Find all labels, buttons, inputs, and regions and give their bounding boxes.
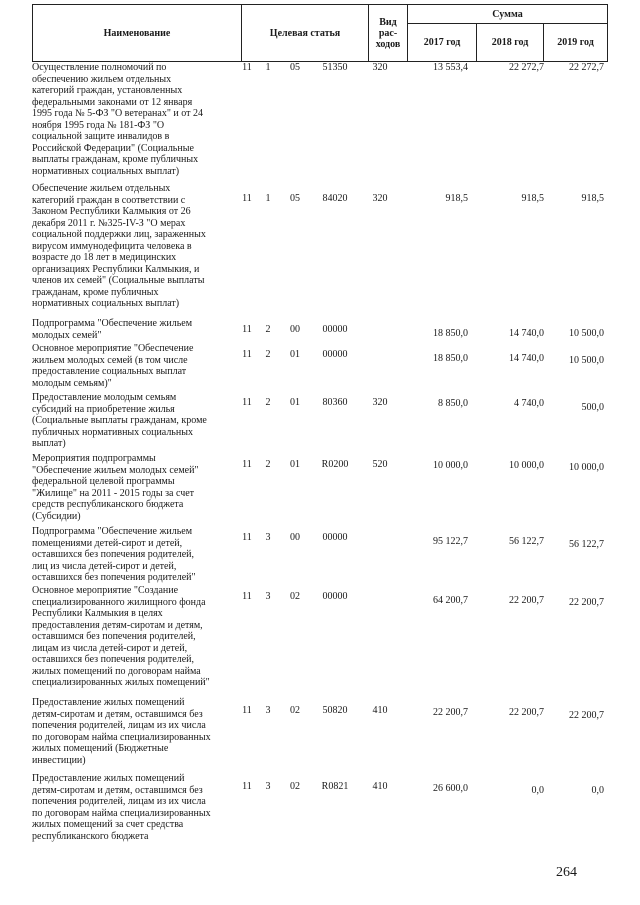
header-sum: Сумма	[407, 4, 608, 24]
row-ns: 00000	[322, 349, 348, 360]
row-pp: 1	[265, 62, 271, 73]
row-sum-2018: 918,5	[521, 193, 544, 204]
row-sum-2017: 13 553,4	[433, 62, 468, 73]
row-sum-2018: 22 200,7	[509, 707, 544, 718]
row-ns: R0200	[321, 459, 349, 470]
row-gp: 11	[242, 591, 252, 602]
row-name: Осуществление полномочий по обеспечению жильем отдельных категорий граждан, установленных федеральными законами от 12 января 1995 года № 5-ФЗ "О ветеранах" и от 24 ноября 1995 года № 181-ФЗ "О социальной защите инвалидов в Российской Федерации" (Социальные выплаты гражданам, кроме публичных нормативных социальных выплат)	[32, 62, 203, 177]
row-gp: 11	[242, 781, 252, 792]
row-gp: 11	[242, 705, 252, 716]
header-target-article: Целевая статья	[241, 4, 369, 62]
row-name: Обеспечение жильем отдельных категорий граждан в соответствии с Законом Республики Калмыкия от 26 декабря 2011 г. №325-IV-З "О мерах социальной поддержки лиц, зараженных вирусом иммунодефицита человека в возрасте до 18 лет в медицинских организациях Республики Калмыкия, и членов их семей" (Социальные выплаты гражданам, кроме публичных нормативных социальных выплат)	[32, 183, 206, 309]
row-ns: 80360	[322, 397, 348, 408]
row-sum-2018: 56 122,7	[509, 536, 544, 547]
row-ns: 00000	[322, 324, 348, 335]
row-ns: R0821	[321, 781, 349, 792]
table-header	[32, 4, 608, 62]
row-pp: 1	[265, 193, 271, 204]
row-sum-2019: 56 122,7	[569, 539, 604, 550]
row-pp: 2	[265, 459, 271, 470]
row-name: Предоставление жилых помещений детям-сиротам и детям, оставшимся без попечения родителей, лицам из их числа по договорам найма специализированных жилых помещений за счет средства республиканского бюджета	[32, 773, 211, 842]
row-sum-2018: 22 200,7	[509, 595, 544, 606]
row-sum-2017: 10 000,0	[433, 460, 468, 471]
row-sum-2019: 500,0	[581, 402, 604, 413]
row-gp: 11	[242, 62, 252, 73]
row-sum-2018: 0,0	[531, 785, 544, 796]
row-ns: 50820	[322, 705, 348, 716]
row-vr: 320	[372, 193, 388, 204]
row-gp: 11	[242, 349, 252, 360]
row-vr: 320	[372, 62, 388, 73]
row-ns: 84020	[322, 193, 348, 204]
row-pp: 2	[265, 324, 271, 335]
row-om: 01	[290, 459, 300, 470]
row-om: 05	[290, 62, 300, 73]
row-name: Предоставление молодым семьям субсидий на приобретение жилья (Социальные выплаты гражданам, кроме публичных нормативных социальных выплат)	[32, 392, 207, 449]
page-number: 264	[556, 865, 577, 880]
row-om: 00	[290, 532, 300, 543]
row-pp: 2	[265, 397, 271, 408]
row-pp: 3	[265, 705, 271, 716]
row-name: Подпрограмма "Обеспечение жильем молодых семей"	[32, 318, 193, 341]
row-name: Предоставление жилых помещений детям-сиротам и детям, оставшимся без попечения родителей, лицам из их числа по договорам найма специализированных жилых помещений (Бюджетные инвестиции)	[32, 697, 211, 766]
row-sum-2017: 918,5	[445, 193, 468, 204]
row-gp: 11	[242, 397, 252, 408]
row-om: 01	[290, 349, 300, 360]
row-ns: 00000	[322, 532, 348, 543]
header-year-2019: 2019 год	[543, 23, 608, 62]
row-sum-2019: 918,5	[581, 193, 604, 204]
row-sum-2017: 18 850,0	[433, 353, 468, 364]
row-om: 02	[290, 705, 300, 716]
header-year-2017: 2017 год	[407, 23, 477, 62]
row-sum-2018: 14 740,0	[509, 353, 544, 364]
row-pp: 2	[265, 349, 271, 360]
row-sum-2017: 8 850,0	[438, 398, 468, 409]
row-name: Основное мероприятие "Создание специализированного жилищного фонда Республики Калмыкия в целях предоставления детям-сиротам и детям, оставшимся без попечения родителей, лицам из числа детей-сирот и детей, оставшихся без попечения родителей, жилых помещений по договорам найма специализированных жилых помещений"	[32, 585, 210, 688]
row-om: 01	[290, 397, 300, 408]
row-vr: 410	[372, 781, 388, 792]
row-sum-2017: 22 200,7	[433, 707, 468, 718]
row-pp: 3	[265, 591, 271, 602]
row-name: Подпрограмма "Обеспечение жильем помещениями детей-сирот и детей, оставшихся без попечения родителей, лиц из числа детей-сирот и детей, оставшихся без попечения родителей"	[32, 526, 196, 583]
row-sum-2019: 22 200,7	[569, 597, 604, 608]
row-sum-2018: 4 740,0	[514, 398, 544, 409]
row-ns: 00000	[322, 591, 348, 602]
row-sum-2019: 10 500,0	[569, 355, 604, 366]
row-sum-2017: 18 850,0	[433, 328, 468, 339]
row-sum-2017: 26 600,0	[433, 783, 468, 794]
row-sum-2018: 10 000,0	[509, 460, 544, 471]
row-sum-2017: 95 122,7	[433, 536, 468, 547]
row-sum-2019: 22 272,7	[569, 62, 604, 73]
row-pp: 3	[265, 532, 271, 543]
row-sum-2018: 14 740,0	[509, 328, 544, 339]
header-year-2018: 2018 год	[476, 23, 544, 62]
row-sum-2019: 10 000,0	[569, 462, 604, 473]
row-vr: 520	[372, 459, 388, 470]
row-pp: 3	[265, 781, 271, 792]
header-expense-type: Вид рас-ходов	[368, 4, 408, 62]
row-gp: 11	[242, 459, 252, 470]
row-name: Мероприятия подпрограммы "Обеспечение жильем молодых семей" федеральной целевой программы "Жилище" на 2011 - 2015 годы за счет средств республиканского бюджета (Субсидии)	[32, 453, 199, 522]
row-gp: 11	[242, 193, 252, 204]
row-sum-2018: 22 272,7	[509, 62, 544, 73]
row-sum-2019: 10 500,0	[569, 328, 604, 339]
row-name: Основное мероприятие "Обеспечение жильем молодых семей (в том числе предоставление социальных выплат молодым семьям)"	[32, 343, 194, 389]
row-om: 00	[290, 324, 300, 335]
row-ns: 51350	[322, 62, 348, 73]
row-om: 02	[290, 591, 300, 602]
row-sum-2017: 64 200,7	[433, 595, 468, 606]
row-vr: 320	[372, 397, 388, 408]
row-om: 05	[290, 193, 300, 204]
row-vr: 410	[372, 705, 388, 716]
row-gp: 11	[242, 324, 252, 335]
row-sum-2019: 22 200,7	[569, 710, 604, 721]
header-name: Наименование	[32, 4, 242, 62]
row-gp: 11	[242, 532, 252, 543]
row-sum-2019: 0,0	[591, 785, 604, 796]
row-om: 02	[290, 781, 300, 792]
